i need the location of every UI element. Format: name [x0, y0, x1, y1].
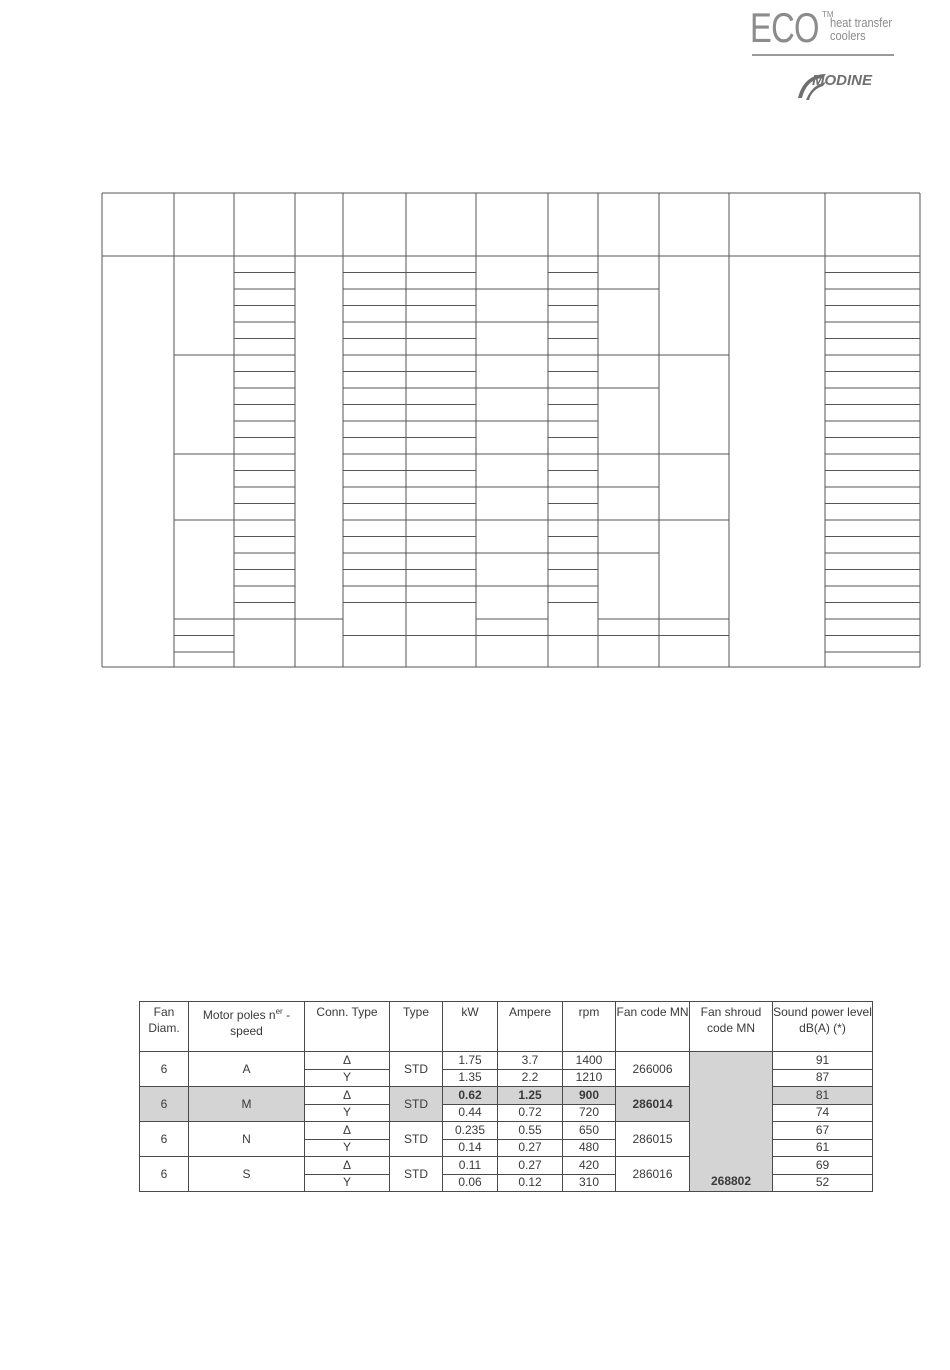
header-motor-poles [189, 1002, 305, 1052]
type-cell: STD [390, 1052, 443, 1087]
sound-power-cell: 61 [773, 1139, 873, 1157]
rpm-cell: 1400 [563, 1052, 616, 1070]
ampere-cell: 2.2 [498, 1069, 563, 1087]
ampere-cell: 0.27 [498, 1139, 563, 1157]
kw-cell: 1.75 [443, 1052, 498, 1070]
sound-power-cell: 91 [773, 1052, 873, 1070]
conn-type-cell: Y [305, 1104, 390, 1122]
ampere-cell: 0.27 [498, 1157, 563, 1175]
ampere-cell: 1.25 [498, 1087, 563, 1105]
fan-code-cell: 286015 [616, 1122, 690, 1157]
rpm-cell: 310 [563, 1174, 616, 1192]
type-cell: STD [390, 1157, 443, 1192]
fan-shroud-cell: 268802 [690, 1052, 773, 1192]
fan-motor-table [139, 1001, 873, 1192]
eco-brand: ECO [750, 4, 819, 51]
header-fan-code: Fan code MN [616, 1002, 690, 1052]
trademark: TM [822, 10, 834, 19]
header-fan-shroud: Fan shroud code MN [690, 1002, 773, 1052]
fan-diam-cell: 6 [140, 1157, 189, 1192]
type-cell: STD [390, 1087, 443, 1122]
type-cell: STD [390, 1122, 443, 1157]
ampere-cell: 3.7 [498, 1052, 563, 1070]
rpm-cell: 480 [563, 1139, 616, 1157]
conn-type-cell: Y [305, 1174, 390, 1192]
header-kw: kW [443, 1002, 498, 1052]
rpm-cell: 650 [563, 1122, 616, 1140]
fan-diam-cell: 6 [140, 1052, 189, 1087]
kw-cell: 1.35 [443, 1069, 498, 1087]
motor-cell: N [189, 1122, 305, 1157]
modine-wordmark: MODINE [812, 72, 872, 89]
sound-power-cell: 69 [773, 1157, 873, 1175]
ampere-cell: 0.72 [498, 1104, 563, 1122]
sound-power-cell: 74 [773, 1104, 873, 1122]
kw-cell: 0.11 [443, 1157, 498, 1175]
conn-type-cell: Δ [305, 1087, 390, 1105]
header-type: Type [390, 1002, 443, 1052]
fan-diam-cell: 6 [140, 1087, 189, 1122]
table-row [140, 1052, 873, 1070]
conn-type-cell: Δ [305, 1052, 390, 1070]
sound-power-cell: 81 [773, 1087, 873, 1105]
sound-power-cell: 52 [773, 1174, 873, 1192]
rpm-cell: 720 [563, 1104, 616, 1122]
kw-cell: 0.62 [443, 1087, 498, 1105]
header-motor-poles-text: Motor poles n [202, 1008, 276, 1022]
kw-cell: 0.235 [443, 1122, 498, 1140]
rpm-cell: 1210 [563, 1069, 616, 1087]
kw-cell: 0.06 [443, 1174, 498, 1192]
motor-cell: A [189, 1052, 305, 1087]
conn-type-cell: Y [305, 1139, 390, 1157]
header-conn-type: Conn. Type [305, 1002, 390, 1052]
rpm-cell: 900 [563, 1087, 616, 1105]
conn-type-cell: Δ [305, 1157, 390, 1175]
sound-power-cell: 87 [773, 1069, 873, 1087]
ampere-cell: 0.55 [498, 1122, 563, 1140]
sound-power-cell: 67 [773, 1122, 873, 1140]
ampere-cell: 0.12 [498, 1174, 563, 1192]
conn-type-cell: Δ [305, 1122, 390, 1140]
motor-cell: M [189, 1087, 305, 1122]
fan-diam-cell: 6 [140, 1122, 189, 1157]
conn-type-cell: Y [305, 1069, 390, 1087]
motor-cell: S [189, 1157, 305, 1192]
header-sound-power: Sound power level dB(A) (*) [773, 1002, 873, 1052]
fan-code-cell: 286014 [616, 1087, 690, 1122]
header-motor-poles-speed: - speed [230, 1008, 291, 1038]
fan-code-cell: 286016 [616, 1157, 690, 1192]
rpm-cell: 420 [563, 1157, 616, 1175]
header-ampere: Ampere [498, 1002, 563, 1052]
table-header-row [140, 1002, 873, 1052]
header-fan-diam: Fan Diam. [140, 1002, 189, 1052]
fan-code-cell: 266006 [616, 1052, 690, 1087]
kw-cell: 0.44 [443, 1104, 498, 1122]
kw-cell: 0.14 [443, 1139, 498, 1157]
tagline-line1: heat transfer [830, 15, 893, 30]
header-motor-poles-sup: er [275, 1007, 283, 1016]
tagline-line2: coolers [830, 28, 866, 43]
header-rpm: rpm [563, 1002, 616, 1052]
